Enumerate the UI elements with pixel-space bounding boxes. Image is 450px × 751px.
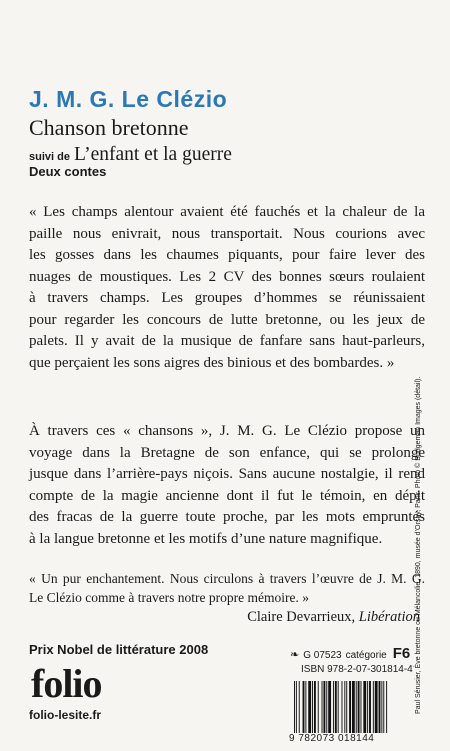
- book-title: Chanson bretonne: [29, 115, 189, 140]
- publisher-logo: folio: [31, 661, 102, 706]
- barcode-bar: [312, 681, 313, 733]
- barcode-bar: [314, 681, 316, 733]
- excerpt-quote: [29, 202, 425, 374]
- nobel-prize-label: Prix Nobel de littérature 2008: [29, 642, 209, 657]
- barcode-bar: [308, 681, 311, 733]
- barcode-bar: [299, 681, 300, 733]
- barcode-bar: [375, 681, 378, 733]
- barcode-bar: [305, 681, 306, 733]
- barcode-bar: [346, 681, 347, 733]
- barcode-bar: [294, 681, 295, 733]
- barcode-bar: [363, 681, 366, 733]
- barcode-bar: [296, 681, 297, 733]
- excerpt-line: « Les champs alentour avaient été fauchés et la chaleur de la: [29, 204, 425, 220]
- publisher-mark-icon: ❧: [290, 649, 300, 661]
- excerpt-line: que perçaient les sons aigres des binious et des bombardes. »: [29, 354, 395, 371]
- barcode-bar: [358, 681, 360, 733]
- barcode-bar: [328, 681, 331, 733]
- summary-line: voyage dans la Bretagne de son enfance, qui se prolonge: [29, 444, 425, 461]
- category-code: F6: [392, 645, 411, 662]
- review-line: « Un pur enchantement. Nous circulons à travers l’œuvre de J. M. G.: [29, 571, 425, 586]
- category-label: catégorie: [345, 650, 387, 661]
- subtitle-row: [29, 144, 232, 166]
- barcode-bar: [352, 681, 355, 733]
- catalog-code: G 07523: [303, 650, 342, 661]
- excerpt-line: à travers champs. Les groupes d’hommes se réunissaient: [29, 290, 425, 306]
- publisher-website: folio-lesite.fr: [29, 708, 102, 722]
- barcode-bar: [356, 681, 357, 733]
- deux-contes-label: Deux contes: [29, 164, 107, 179]
- barcode-bar: [342, 681, 343, 733]
- review-credit: [247, 609, 420, 626]
- author-name: J. M. G. Le Clézio: [29, 86, 228, 112]
- barcode-bar: [373, 681, 374, 733]
- cover-credit: Paul Sérusier, Ève bretonne ou Mélancolie, 1890, musée d’Orsay, Paris. Photo © Bridgeman Images (détail).: [415, 376, 422, 714]
- barcode-bar: [349, 681, 351, 733]
- barcode-bar: [326, 681, 327, 733]
- summary-line: des fracas de la guerre toute proche, par les mots empruntés: [29, 509, 425, 525]
- summary-paragraph: [29, 421, 425, 550]
- barcode-bar: [383, 681, 384, 733]
- barcode-bar: [386, 681, 387, 733]
- catalog-code-row: [290, 645, 410, 662]
- barcode-bar: [379, 681, 381, 733]
- barcode-bar: [333, 681, 334, 733]
- review-quote: [29, 569, 425, 607]
- barcode-digits: 9 782073 018144: [289, 733, 375, 744]
- suivi-de-label: suivi de: [29, 151, 70, 163]
- summary-line: À travers ces « chansons », J. M. G. Le Clézio propose un: [29, 423, 425, 439]
- excerpt-line: pour regarder les concours de lutte bretonne, ou les jeux de: [29, 311, 425, 328]
- barcode-bar: [381, 681, 382, 733]
- summary-line: jusque dans l’arrière-pays niçois. Sans aucune nostalgie, il rend: [29, 466, 425, 482]
- review-line: Le Clézio comme à travers notre propre mémoire. »: [29, 590, 310, 605]
- excerpt-line: les gosses dans les chaumes piquants, pour faire lever des: [29, 247, 425, 263]
- summary-line: à la langue bretonne et les motifs d’une nature magnifique.: [29, 530, 383, 547]
- barcode-bar: [338, 681, 339, 733]
- barcode-bar: [335, 681, 337, 733]
- barcode-bar: [369, 681, 371, 733]
- barcode: [292, 681, 424, 733]
- barcode-bar: [367, 681, 368, 733]
- excerpt-line: nuages de moustiques. Les 2 CV des bonnes sœurs roulaient: [29, 268, 425, 285]
- barcode-bar: [318, 681, 319, 733]
- summary-line: compte de la magie ancienne dont il fut le témoin, en dépit: [29, 487, 425, 504]
- excerpt-line: palets. Il y avait de la musique de fanfare sans haut-parleurs,: [29, 333, 425, 349]
- excerpt-line: paille nous enivrait, nous transportait. Nous courions avec: [29, 225, 425, 242]
- barcode-bar: [323, 681, 325, 733]
- isbn-number: ISBN 978-2-07-301814-4: [301, 664, 413, 675]
- review-author: Claire Devarrieux,: [247, 609, 356, 625]
- barcode-bar: [361, 681, 362, 733]
- barcode-bar: [344, 681, 345, 733]
- review-publication: Libération: [358, 609, 420, 625]
- barcode-bar: [322, 681, 323, 733]
- barcode-bar: [303, 681, 305, 733]
- book-subtitle: L’enfant et la guerre: [73, 144, 232, 165]
